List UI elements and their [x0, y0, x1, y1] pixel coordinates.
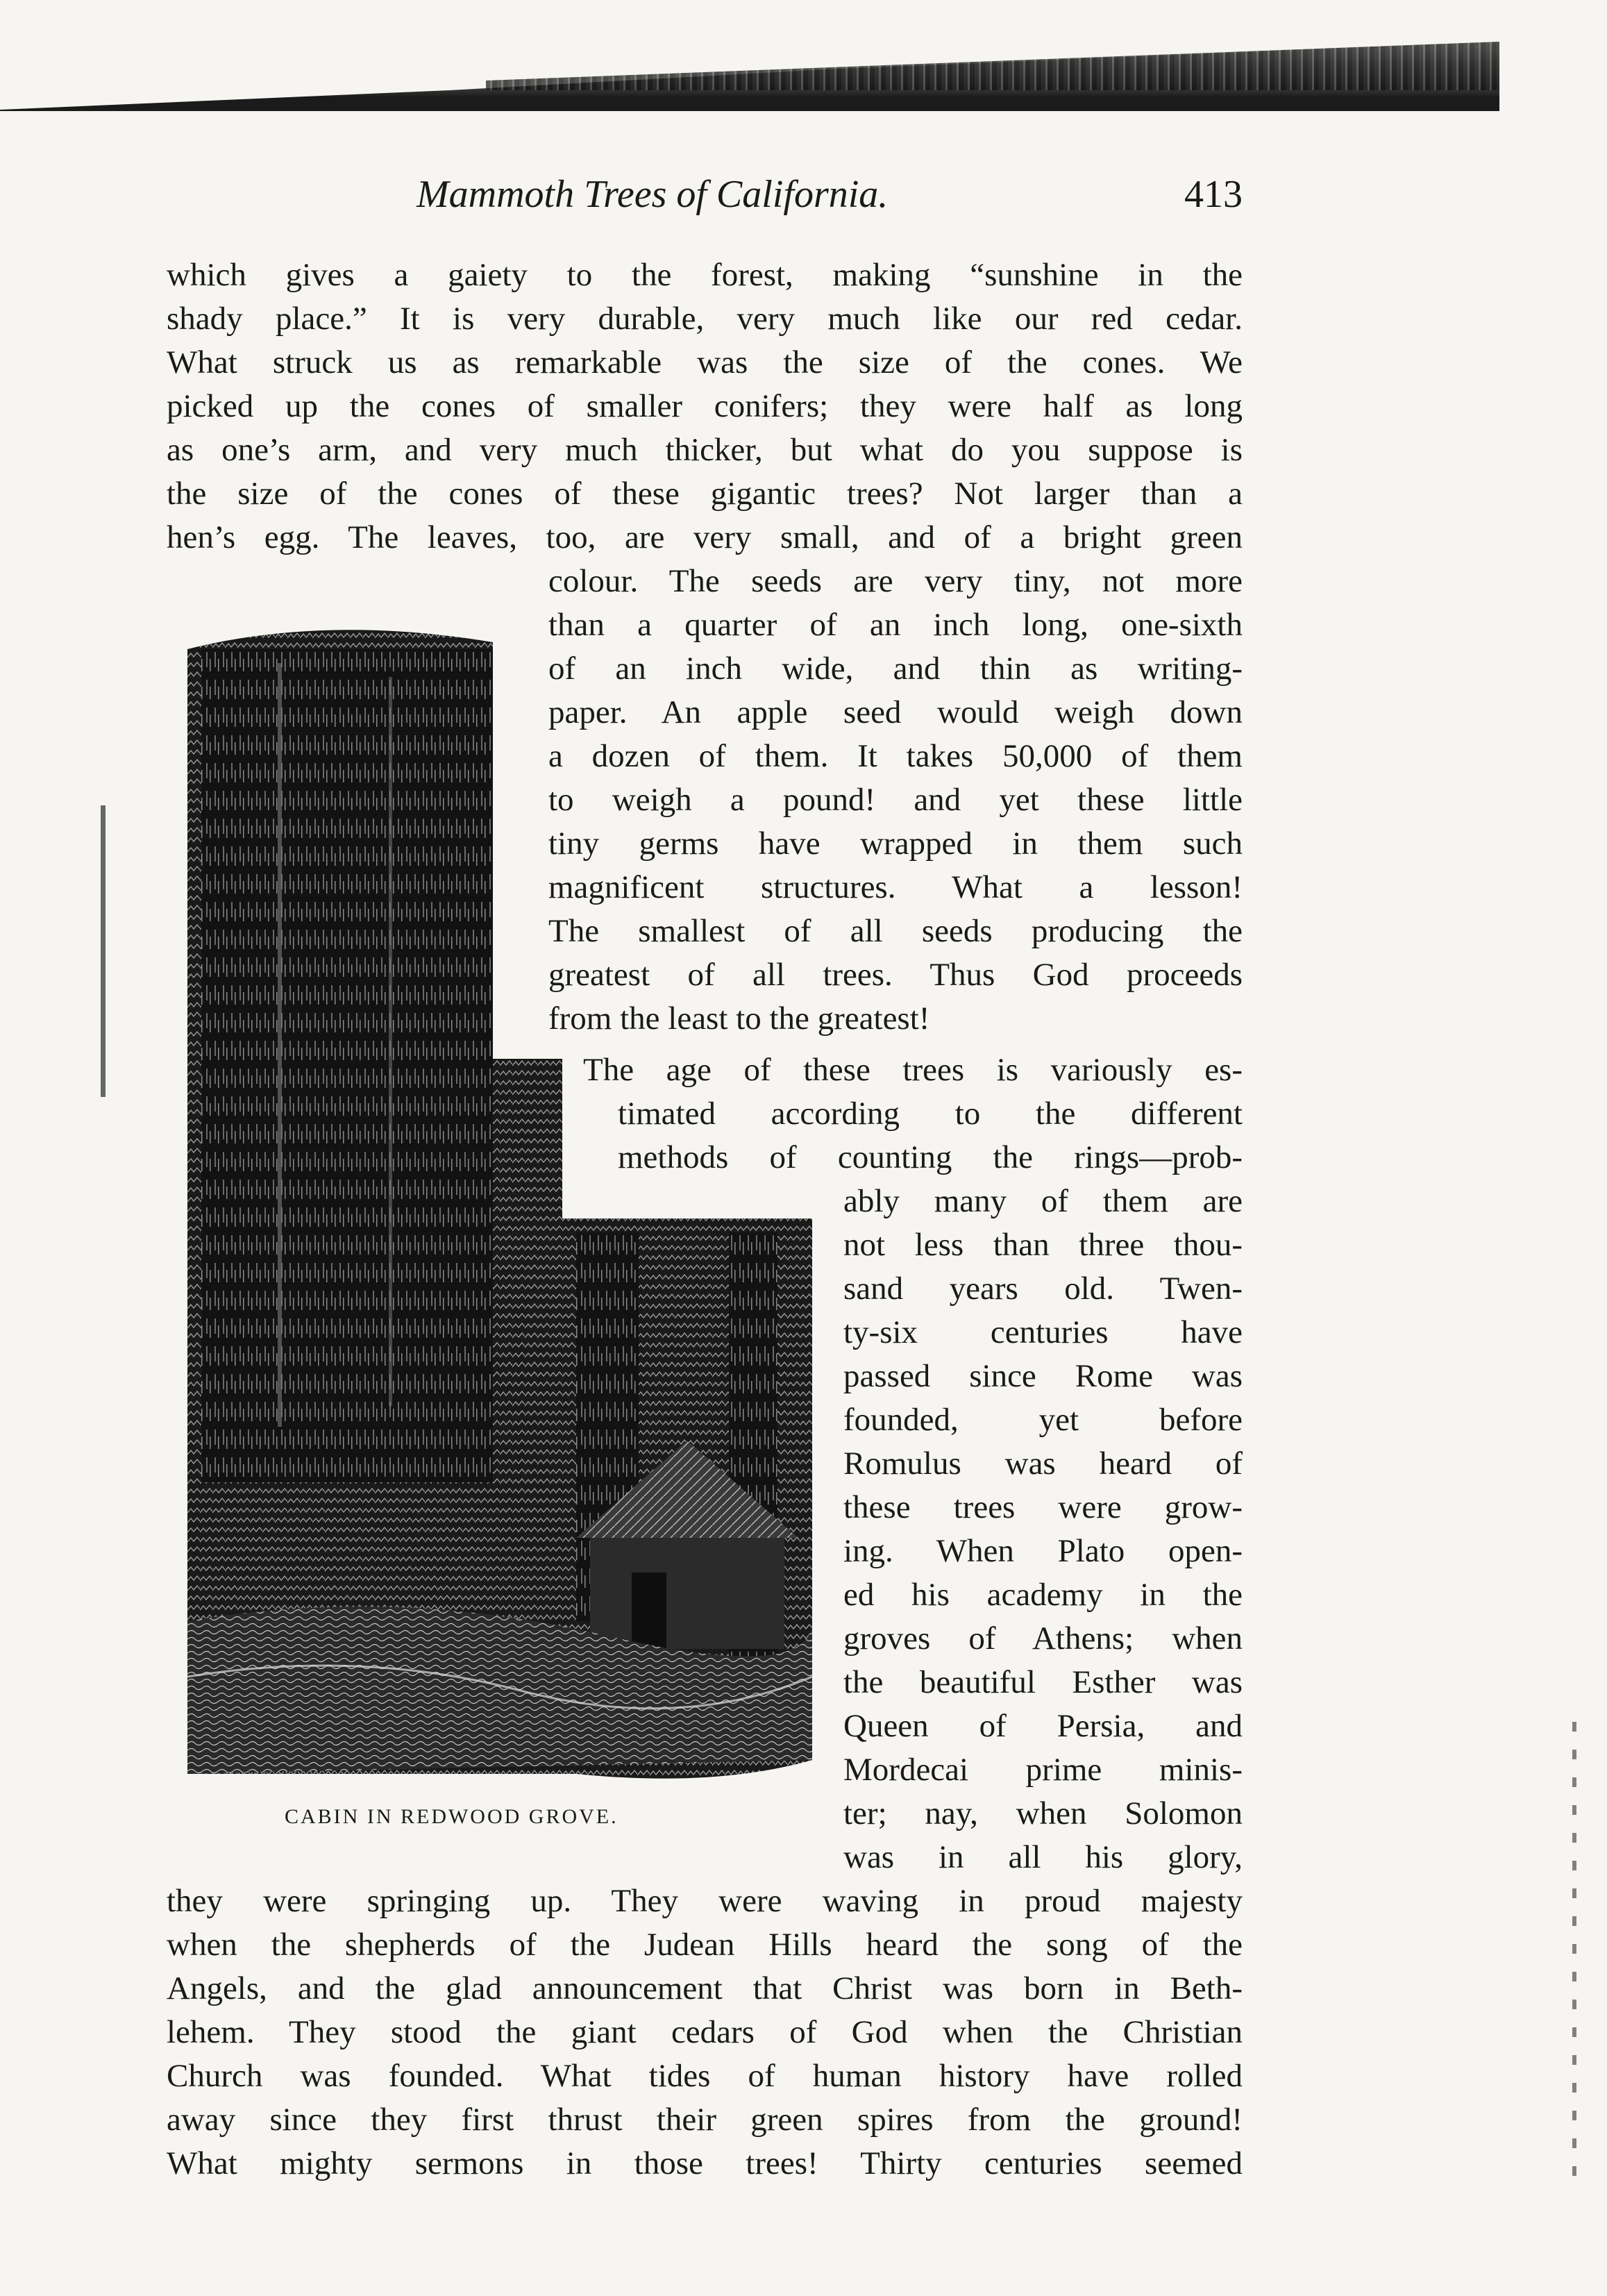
- text-line: not less than three thou-: [843, 1227, 1243, 1263]
- text-line: away since they first thrust their green spires from the ground!: [167, 2102, 1243, 2138]
- text-line: lehem. They stood the giant cedars of God when the Christian: [167, 2014, 1243, 2050]
- text-line: tiny germs have wrapped in them such: [548, 826, 1243, 862]
- text-line: than a quarter of an inch long, one-sixth: [548, 607, 1243, 643]
- text-line: ter; nay, when Solomon: [843, 1795, 1243, 1832]
- text-line: when the shepherds of the Judean Hills heard the song of the: [167, 1927, 1243, 1963]
- text-line: timated according to the different: [618, 1096, 1243, 1132]
- text-line: greatest of all trees. Thus God proceeds: [548, 957, 1243, 993]
- text-line: Romulus was heard of: [843, 1446, 1243, 1482]
- text-line: of an inch wide, and thin as writing-: [548, 651, 1243, 687]
- text-line: which gives a gaiety to the forest, making “sunshine in the: [167, 257, 1243, 293]
- text-line: sand years old. Twen-: [843, 1271, 1243, 1307]
- text-line: to weigh a pound! and yet these little: [548, 782, 1243, 818]
- text-line: hen’s egg. The leaves, too, are very small, and of a bright green: [167, 519, 1243, 555]
- text-line: a dozen of them. It takes 50,000 of them: [548, 738, 1243, 774]
- text-line: the size of the cones of these gigantic trees? Not larger than a: [167, 476, 1243, 512]
- text-line: paper. An apple seed would weigh down: [548, 694, 1243, 730]
- text-line: these trees were grow-: [843, 1489, 1243, 1525]
- text-line: Queen of Persia, and: [843, 1708, 1243, 1744]
- text-line: the beautiful Esther was: [843, 1664, 1243, 1700]
- scan-shadow-texture: [486, 42, 1499, 90]
- text-line: groves of Athens; when: [843, 1620, 1243, 1657]
- text-line: What struck us as remarkable was the size of the cones. We: [167, 344, 1243, 380]
- text-line: as one’s arm, and very much thicker, but what do you suppose is: [167, 432, 1243, 468]
- text-line: ably many of them are: [843, 1183, 1243, 1219]
- running-title: Mammoth Trees of California.: [417, 173, 889, 216]
- text-line: shady place.” It is very durable, very much like our red cedar.: [167, 301, 1243, 337]
- text-line: from the least to the greatest!: [548, 1000, 930, 1037]
- scan-binding-mark: [101, 805, 106, 1097]
- text-line: colour. The seeds are very tiny, not more: [548, 563, 1243, 599]
- text-line: The age of these trees is variously es-: [583, 1052, 1243, 1088]
- text-line: magnificent structures. What a lesson!: [548, 869, 1243, 905]
- text-line: they were springing up. They were waving in proud majesty: [167, 1883, 1243, 1919]
- text-line: was in all his glory,: [843, 1839, 1243, 1875]
- text-line: founded, yet before: [843, 1402, 1243, 1438]
- text-line: picked up the cones of smaller conifers; they were half as long: [167, 388, 1243, 424]
- figure-caption: CABIN IN REDWOOD GROVE.: [285, 1805, 619, 1828]
- text-line: The smallest of all seeds producing the: [548, 913, 1243, 949]
- text-line: Angels, and the glad announcement that Christ was born in Beth-: [167, 1970, 1243, 2006]
- text-line: ty-six centuries have: [843, 1314, 1243, 1350]
- text-line: methods of counting the rings—prob-: [618, 1139, 1243, 1175]
- text-line: ing. When Plato open-: [843, 1533, 1243, 1569]
- text-line: passed since Rome was: [843, 1358, 1243, 1394]
- text-line: Mordecai prime minis-: [843, 1752, 1243, 1788]
- text-line: ed his academy in the: [843, 1577, 1243, 1613]
- scan-edge-specks: [1572, 1722, 1576, 2194]
- page-header: [417, 172, 1243, 228]
- page-number: 413: [1184, 173, 1243, 216]
- text-line: Church was founded. What tides of human history have rolled: [167, 2058, 1243, 2094]
- text-line: What mighty sermons in those trees! Thirty centuries seemed: [167, 2145, 1243, 2181]
